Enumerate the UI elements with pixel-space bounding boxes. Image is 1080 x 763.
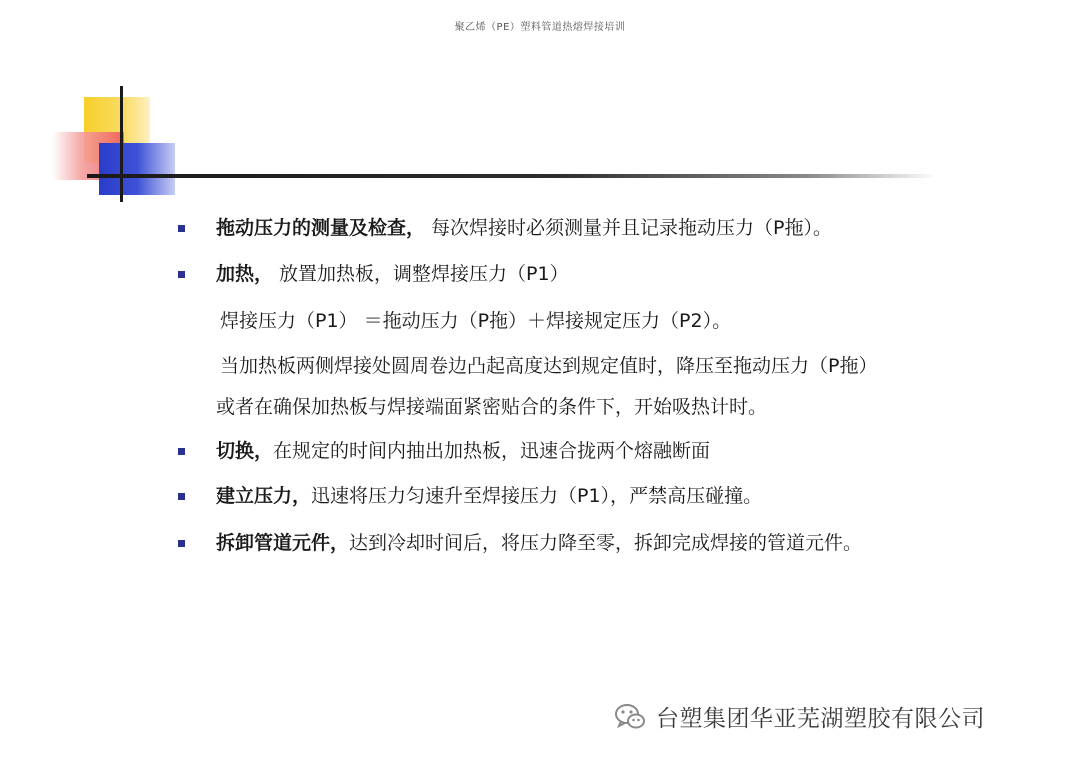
- item-heading: 建立压力，: [216, 485, 312, 507]
- item-heading: 拖动压力的测量及检查，: [216, 217, 426, 239]
- list-item: [216, 531, 862, 555]
- item-text: 每次焊接时必须测量并且记录拖动压力（P拖）。: [425, 217, 833, 239]
- sub-line: 或者在确保加热板与焊接端面紧密贴合的条件下，开始吸热计时。: [216, 396, 768, 418]
- item-text: 迅速将压力匀速升至焊接压力（P1），严禁高压碰撞。: [311, 485, 763, 507]
- footer-watermark: [612, 698, 985, 734]
- footer-company-name: 台塑集团华亚芜湖塑胶有限公司: [656, 705, 985, 732]
- bullet-marker: [178, 225, 185, 232]
- item-heading: 拆卸管道元件，: [216, 532, 350, 554]
- list-item: [216, 484, 762, 508]
- list-item: [216, 262, 569, 286]
- item-text: 放置加热板，调整焊接压力（P1）: [273, 263, 569, 285]
- item-text: 达到冷却时间后，将压力降至零，拆卸完成焊接的管道元件。: [349, 532, 863, 554]
- list-item: [216, 439, 710, 463]
- list-item: [216, 216, 832, 240]
- bullet-marker: [178, 493, 185, 500]
- bullet-marker: [178, 448, 185, 455]
- bullet-marker: [178, 271, 185, 278]
- wechat-icon: [612, 698, 648, 734]
- item-heading: 加热，: [216, 263, 274, 285]
- item-text: 在规定的时间内抽出加热板，迅速合拢两个熔融断面: [273, 440, 711, 462]
- sub-line: 当加热板两侧焊接处圆周卷边凸起高度达到规定值时，降压至拖动压力（P拖）: [220, 355, 878, 377]
- item-heading: 切换，: [216, 440, 274, 462]
- sub-line: 焊接压力（P1） ＝拖动压力（P拖）＋焊接规定压力（P2）。: [220, 310, 732, 332]
- bullet-marker: [178, 540, 185, 547]
- header-title: 聚乙烯（PE）塑料管道热熔焊接培训: [454, 22, 626, 33]
